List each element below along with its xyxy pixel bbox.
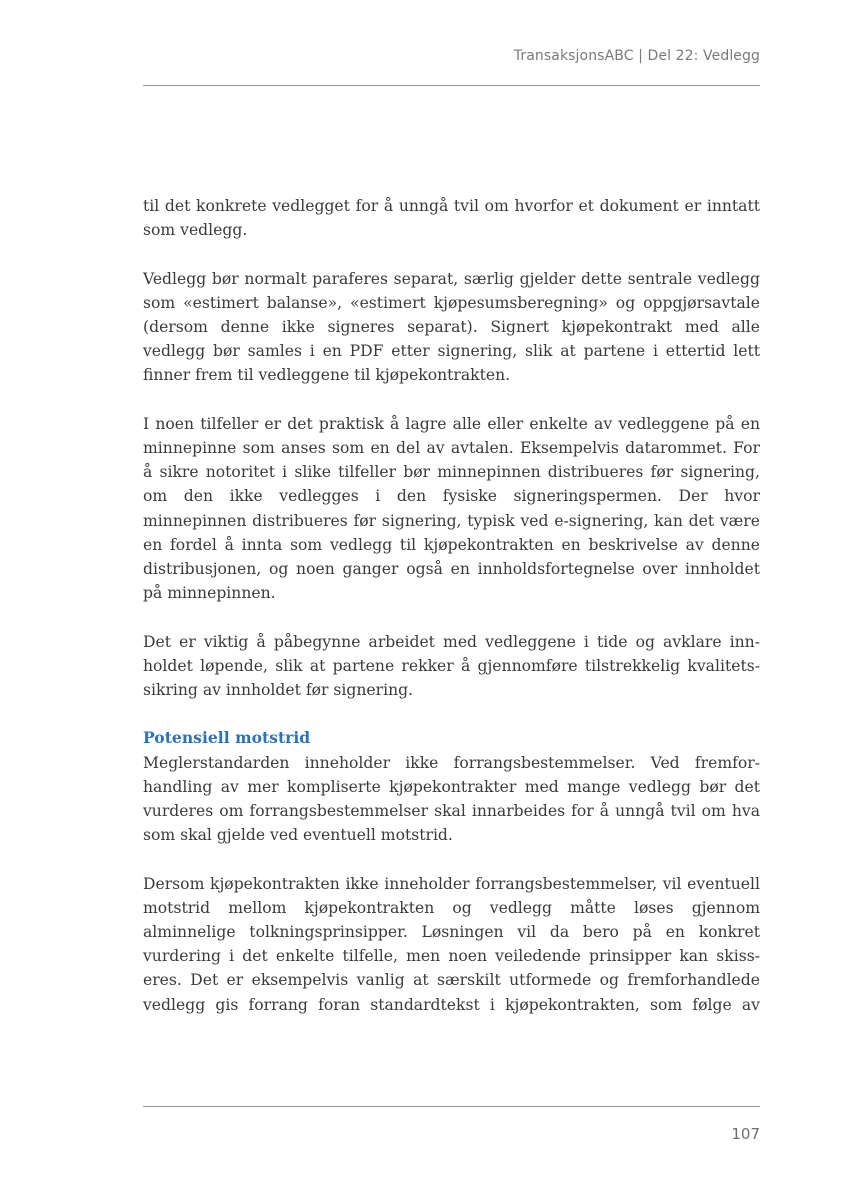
page-body: [143, 194, 760, 1017]
page-number: 107: [731, 1125, 760, 1143]
paragraph: Vedlegg bør normalt paraferes separat, særlig gjelder dette sentrale vedlegg som «estimert balanse», «estimert kjøpesumsberegning» og oppgjørsavtale (dersom denne ikke signeres separat). Signert kjøpekontrakt med alle vedlegg bør samles i en PDF etter signering, slik at partene i ettertid lett finner frem til vedleggene til kjøpekontrakten.: [143, 269, 760, 385]
paragraph: til det konkrete vedlegget for å unngå tvil om hvorfor et dokument er inntatt som vedlegg.: [143, 197, 760, 240]
paragraph: Meglerstandarden inneholder ikke forrangsbestemmelser. Ved fremforhandling av mer kompliserte kjøpekontrakter med mange vedlegg bør det vurderes om forrangsbestemmelser skal innarbeides for å unngå tvil om hva som skal gjelde ved eventuell motstrid.: [143, 753, 760, 845]
header-divider: [143, 85, 760, 86]
paragraph: Det er viktig å påbegynne arbeidet med vedleggene i tide og avklare innholdet løpende, slik at partene rekker å gjennomføre tilstrekkelig kvalitetssikring av innholdet før signering.: [143, 632, 760, 700]
paragraph: I noen tilfeller er det praktisk å lagre alle eller enkelte av vedleggene på en minnepinne som anses som en del av avtalen. Eksempelvis datarommet. For å sikre notoritet i slike tilfeller bør minnepinnen distribueres før signering, om den ikke vedlegges i den fysiske signeringspermen. Der hvor minnepinnen distribueres før signering, typisk ved e-signering, kan det være en fordel å innta som vedlegg til kjøpekontrakten en beskrivelse av denne distribusjonen, og noen ganger også en innholdsfortegnelse over innholdet på minnepinnen.: [143, 414, 760, 603]
footer-divider: [143, 1106, 760, 1107]
running-header: TransaksjonsABC | Del 22: Vedlegg: [513, 48, 760, 64]
paragraph: Dersom kjøpekontrakten ikke inneholder forrangsbestemmelser, vil eventuell motstrid mellom kjøpekontrakten og vedlegg måtte løses gjennom alminnelige tolkningsprinsipper. Løsningen vil da bero på en konkret vurdering i det enkelte tilfelle, men noen veiledende prinsipper kan skisseres. Det er eksempelvis vanlig at særskilt utformede og fremforhandlede vedlegg gis forrang foran standardtekst i kjøpekontrakten, som følge av: [143, 874, 760, 1014]
section-heading: Potensiell motstrid: [143, 728, 311, 748]
